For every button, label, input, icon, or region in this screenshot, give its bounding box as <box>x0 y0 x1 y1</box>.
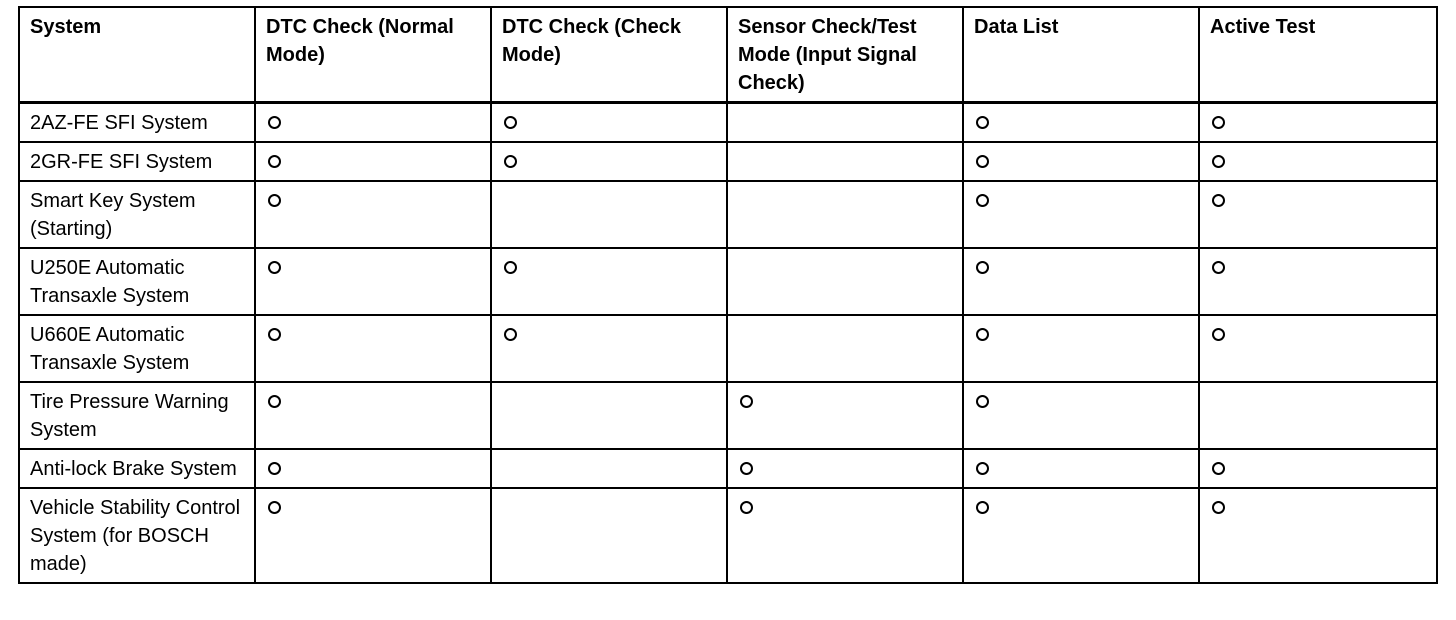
cell-dtc-check-check-mode <box>491 142 727 181</box>
supported-circle-icon <box>1212 116 1225 129</box>
supported-circle-icon <box>1212 194 1225 207</box>
cell-active-test <box>1199 449 1437 488</box>
supported-circle-icon <box>268 462 281 475</box>
cell-dtc-check-normal-mode <box>255 315 491 382</box>
system-support-table <box>18 6 1438 584</box>
table-row <box>19 181 1437 248</box>
supported-circle-icon <box>268 194 281 207</box>
cell-dtc-check-check-mode <box>491 449 727 488</box>
cell-dtc-check-normal-mode <box>255 248 491 315</box>
cell-data-list <box>963 488 1199 583</box>
system-name-cell: Vehicle Stability Control System (for BOSCH made) <box>19 488 255 583</box>
header-dtc-check-normal-mode: DTC Check (Normal Mode) <box>255 7 491 103</box>
cell-sensor-check-test-mode <box>727 315 963 382</box>
table-row <box>19 315 1437 382</box>
supported-circle-icon <box>1212 328 1225 341</box>
cell-data-list <box>963 142 1199 181</box>
supported-circle-icon <box>268 328 281 341</box>
cell-data-list <box>963 449 1199 488</box>
header-active-test: Active Test <box>1199 7 1437 103</box>
cell-dtc-check-normal-mode <box>255 488 491 583</box>
cell-active-test <box>1199 103 1437 143</box>
cell-active-test <box>1199 181 1437 248</box>
table-body <box>19 103 1437 584</box>
cell-dtc-check-normal-mode <box>255 449 491 488</box>
cell-dtc-check-normal-mode <box>255 103 491 143</box>
cell-dtc-check-check-mode <box>491 488 727 583</box>
cell-sensor-check-test-mode <box>727 449 963 488</box>
table-row <box>19 248 1437 315</box>
table-row <box>19 488 1437 583</box>
supported-circle-icon <box>740 395 753 408</box>
supported-circle-icon <box>976 194 989 207</box>
cell-active-test <box>1199 142 1437 181</box>
cell-sensor-check-test-mode <box>727 142 963 181</box>
table-row <box>19 142 1437 181</box>
cell-data-list <box>963 181 1199 248</box>
supported-circle-icon <box>1212 501 1225 514</box>
header-system: System <box>19 7 255 103</box>
cell-dtc-check-normal-mode <box>255 382 491 449</box>
supported-circle-icon <box>976 395 989 408</box>
cell-active-test <box>1199 315 1437 382</box>
supported-circle-icon <box>976 501 989 514</box>
supported-circle-icon <box>504 328 517 341</box>
supported-circle-icon <box>504 116 517 129</box>
supported-circle-icon <box>268 155 281 168</box>
supported-circle-icon <box>1212 261 1225 274</box>
cell-dtc-check-check-mode <box>491 181 727 248</box>
cell-data-list <box>963 382 1199 449</box>
cell-dtc-check-check-mode <box>491 315 727 382</box>
table-row <box>19 382 1437 449</box>
cell-dtc-check-normal-mode <box>255 142 491 181</box>
system-name-cell: Tire Pressure Warning System <box>19 382 255 449</box>
supported-circle-icon <box>976 328 989 341</box>
header-row <box>19 7 1437 103</box>
system-name-cell: Anti-lock Brake System <box>19 449 255 488</box>
supported-circle-icon <box>976 462 989 475</box>
supported-circle-icon <box>740 462 753 475</box>
header-data-list: Data List <box>963 7 1199 103</box>
supported-circle-icon <box>504 261 517 274</box>
system-name-cell: U250E Automatic Transaxle System <box>19 248 255 315</box>
supported-circle-icon <box>504 155 517 168</box>
system-name-cell: 2GR-FE SFI System <box>19 142 255 181</box>
supported-circle-icon <box>1212 155 1225 168</box>
supported-circle-icon <box>268 395 281 408</box>
supported-circle-icon <box>268 501 281 514</box>
cell-sensor-check-test-mode <box>727 248 963 315</box>
cell-sensor-check-test-mode <box>727 488 963 583</box>
cell-sensor-check-test-mode <box>727 181 963 248</box>
supported-circle-icon <box>268 116 281 129</box>
header-dtc-check-check-mode: DTC Check (Check Mode) <box>491 7 727 103</box>
cell-active-test <box>1199 488 1437 583</box>
cell-dtc-check-check-mode <box>491 248 727 315</box>
system-name-cell: Smart Key System (Starting) <box>19 181 255 248</box>
cell-sensor-check-test-mode <box>727 382 963 449</box>
cell-active-test <box>1199 248 1437 315</box>
cell-data-list <box>963 248 1199 315</box>
supported-circle-icon <box>268 261 281 274</box>
system-name-cell: 2AZ-FE SFI System <box>19 103 255 143</box>
header-sensor-check-test-mode: Sensor Check/Test Mode (Input Signal Check) <box>727 7 963 103</box>
supported-circle-icon <box>976 116 989 129</box>
cell-dtc-check-check-mode <box>491 382 727 449</box>
supported-circle-icon <box>1212 462 1225 475</box>
system-name-cell: U660E Automatic Transaxle System <box>19 315 255 382</box>
supported-circle-icon <box>740 501 753 514</box>
table-row <box>19 449 1437 488</box>
table-row <box>19 103 1437 143</box>
cell-dtc-check-normal-mode <box>255 181 491 248</box>
cell-data-list <box>963 315 1199 382</box>
cell-active-test <box>1199 382 1437 449</box>
supported-circle-icon <box>976 155 989 168</box>
cell-sensor-check-test-mode <box>727 103 963 143</box>
cell-data-list <box>963 103 1199 143</box>
supported-circle-icon <box>976 261 989 274</box>
cell-dtc-check-check-mode <box>491 103 727 143</box>
